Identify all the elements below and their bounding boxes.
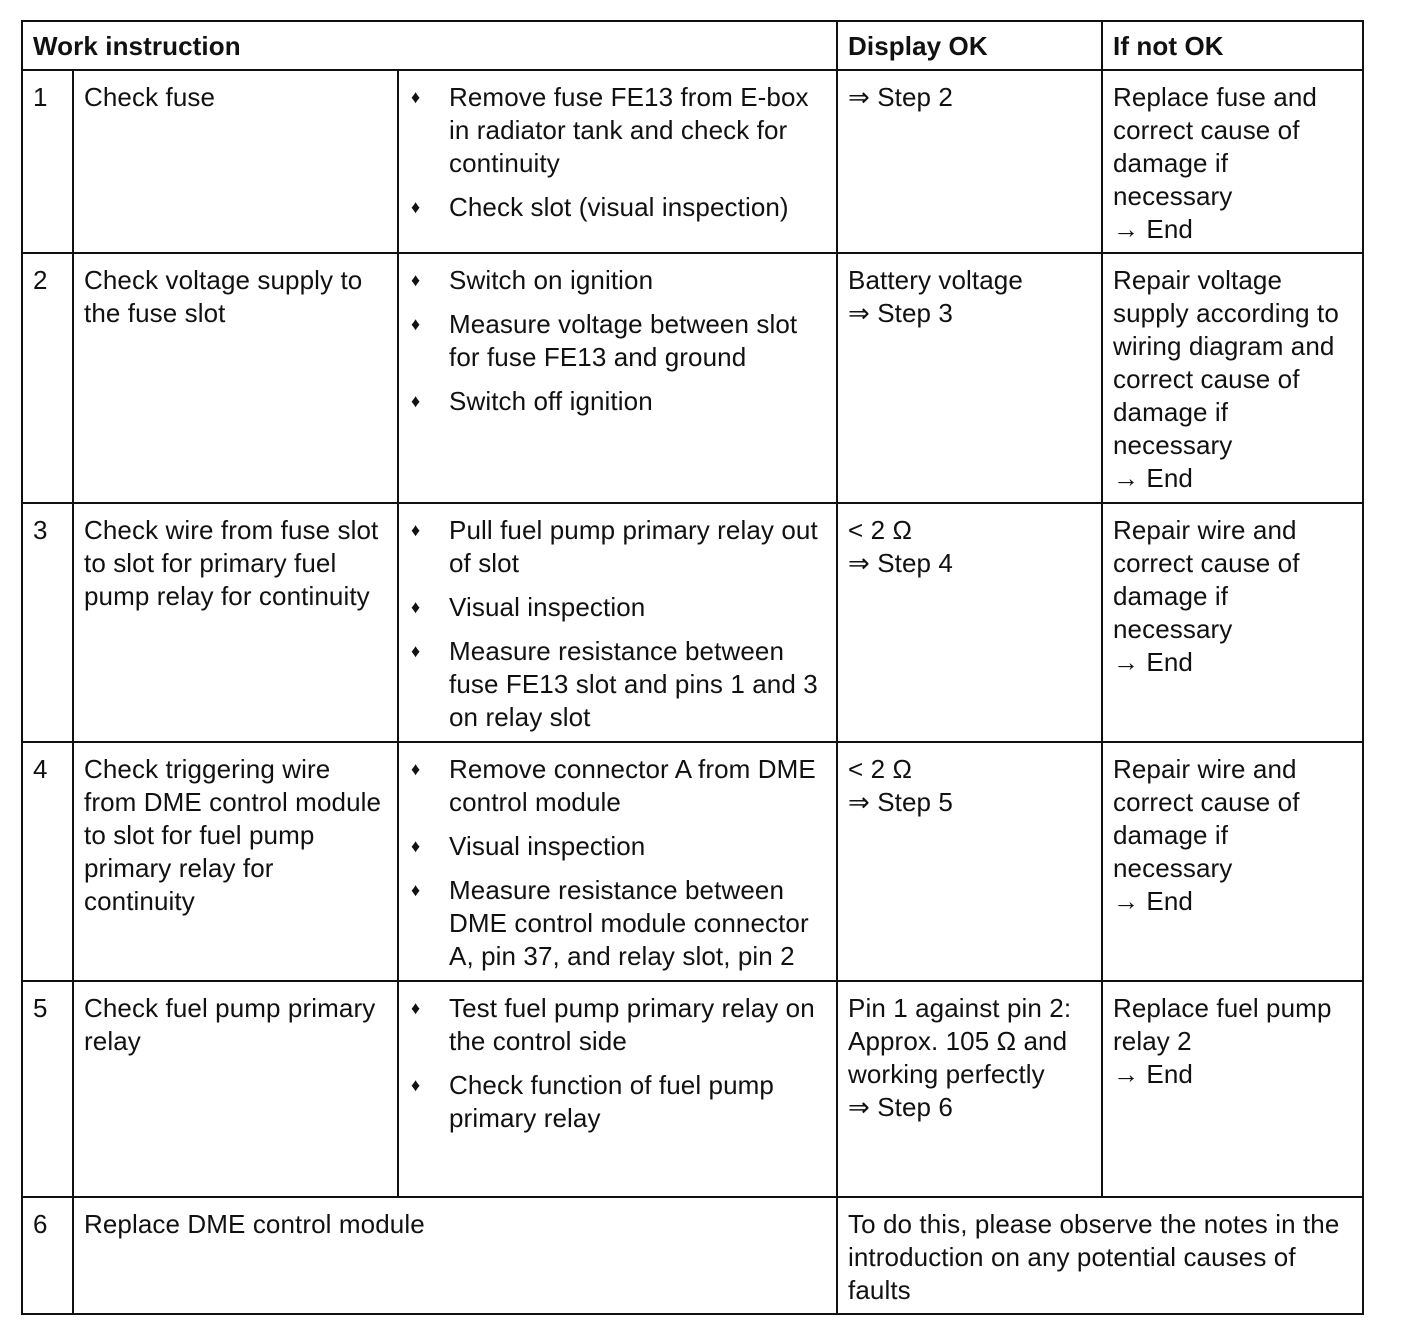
step-number: 2: [22, 253, 73, 503]
diamond-bullet-icon: ♦: [411, 1075, 421, 1095]
list-item: [409, 81, 826, 180]
table-header-row: [22, 21, 1363, 70]
if-not-ok-cell: [1102, 503, 1363, 742]
if-not-ok-cell: [1102, 253, 1363, 503]
if-not-ok-cell: [1102, 70, 1363, 253]
procedure-steps: [398, 742, 837, 981]
final-note: To do this, please observe the notes in the introduction on any potential causes of faults: [837, 1197, 1363, 1314]
procedure-steps: [398, 981, 837, 1197]
header-if-not-ok: If not OK: [1102, 21, 1363, 70]
diamond-bullet-icon: ♦: [411, 641, 421, 661]
diamond-bullet-icon: ♦: [411, 520, 421, 540]
task-description: Check voltage supply to the fuse slot: [73, 253, 398, 503]
list-item: [409, 308, 826, 374]
step-text: Switch on ignition: [449, 265, 654, 295]
list-item: [409, 830, 826, 863]
end-marker: → End: [1113, 886, 1193, 916]
step-text: Visual inspection: [449, 831, 646, 861]
display-ok-cell: [837, 70, 1102, 253]
step-text: Pull fuel pump primary relay out of slot: [449, 515, 818, 578]
next-step-text: ⇒ Step 3: [848, 298, 953, 328]
remedy-text: Repair wire and correct cause of damage if necessary: [1113, 515, 1300, 644]
display-ok-cell: [837, 742, 1102, 981]
list-item: [409, 191, 826, 224]
task-description: Check triggering wire from DME control module to slot for fuel pump primary relay for continuity: [73, 742, 398, 981]
list-item: [409, 992, 826, 1058]
task-description: Check wire from fuse slot to slot for primary fuel pump relay for continuity: [73, 503, 398, 742]
remedy-text: Replace fuel pump relay 2: [1113, 993, 1332, 1056]
display-ok-text: ⇒ Step 2: [848, 82, 953, 112]
step-number: 4: [22, 742, 73, 981]
procedure-steps: [398, 70, 837, 253]
list-item: [409, 264, 826, 297]
task-description: Check fuse: [73, 70, 398, 253]
diamond-bullet-icon: ♦: [411, 836, 421, 856]
if-not-ok-cell: [1102, 742, 1363, 981]
diamond-bullet-icon: ♦: [411, 270, 421, 290]
step-text: Switch off ignition: [449, 386, 653, 416]
list-item: [409, 874, 826, 973]
end-marker: → End: [1113, 463, 1193, 493]
step-text: Measure voltage between slot for fuse FE13 and ground: [449, 309, 798, 372]
step-text: Remove fuse FE13 from E-box in radiator tank and check for continuity: [449, 82, 809, 178]
display-ok-cell: [837, 503, 1102, 742]
task-description: Replace DME control module: [73, 1197, 837, 1314]
diamond-bullet-icon: ♦: [411, 314, 421, 334]
diamond-bullet-icon: ♦: [411, 880, 421, 900]
diamond-bullet-icon: ♦: [411, 391, 421, 411]
step-text: Test fuel pump primary relay on the control side: [449, 993, 815, 1056]
end-marker: → End: [1113, 1059, 1193, 1089]
list-item: [409, 635, 826, 734]
list-item: [409, 753, 826, 819]
next-step-text: ⇒ Step 4: [848, 548, 953, 578]
remedy-text: Replace fuse and correct cause of damage if necessary: [1113, 82, 1317, 211]
remedy-text: Repair wire and correct cause of damage if necessary: [1113, 754, 1300, 883]
header-work-instruction: Work instruction: [22, 21, 837, 70]
table-row-final: [22, 1197, 1363, 1314]
header-display-ok: Display OK: [837, 21, 1102, 70]
display-ok-cell: [837, 981, 1102, 1197]
list-item: [409, 385, 826, 418]
list-item: [409, 591, 826, 624]
procedure-steps: [398, 503, 837, 742]
diamond-bullet-icon: ♦: [411, 759, 421, 779]
procedure-steps: [398, 253, 837, 503]
diamond-bullet-icon: ♦: [411, 597, 421, 617]
table-row: [22, 503, 1363, 742]
step-number: 3: [22, 503, 73, 742]
step-number: 5: [22, 981, 73, 1197]
task-description: Check fuel pump primary relay: [73, 981, 398, 1197]
display-ok-text: Pin 1 against pin 2: Approx. 105 Ω and working perfectly: [848, 993, 1072, 1089]
next-step-text: ⇒ Step 5: [848, 787, 953, 817]
step-number: 6: [22, 1197, 73, 1314]
diamond-bullet-icon: ♦: [411, 197, 421, 217]
diamond-bullet-icon: ♦: [411, 87, 421, 107]
if-not-ok-cell: [1102, 981, 1363, 1197]
end-marker: → End: [1113, 214, 1193, 244]
list-item: [409, 514, 826, 580]
step-number: 1: [22, 70, 73, 253]
step-text: Check slot (visual inspection): [449, 192, 789, 222]
next-step-text: ⇒ Step 6: [848, 1092, 953, 1122]
remedy-text: Repair voltage supply according to wiring diagram and correct cause of damage if necessary: [1113, 265, 1339, 460]
end-marker: → End: [1113, 647, 1193, 677]
step-text: Visual inspection: [449, 592, 646, 622]
work-instruction-table: [21, 20, 1364, 1315]
step-text: Measure resistance between DME control module connector A, pin 37, and relay slot, pin 2: [449, 875, 809, 971]
step-text: Remove connector A from DME control module: [449, 754, 816, 817]
display-ok-text: Battery voltage: [848, 265, 1023, 295]
display-ok-text: < 2 Ω: [848, 515, 913, 545]
display-ok-cell: [837, 253, 1102, 503]
diamond-bullet-icon: ♦: [411, 998, 421, 1018]
table-row: [22, 742, 1363, 981]
list-item: [409, 1069, 826, 1135]
step-text: Measure resistance between fuse FE13 slot and pins 1 and 3 on relay slot: [449, 636, 818, 732]
table-row: [22, 70, 1363, 253]
table-row: [22, 981, 1363, 1197]
table-row: [22, 253, 1363, 503]
display-ok-text: < 2 Ω: [848, 754, 913, 784]
step-text: Check function of fuel pump primary relay: [449, 1070, 774, 1133]
